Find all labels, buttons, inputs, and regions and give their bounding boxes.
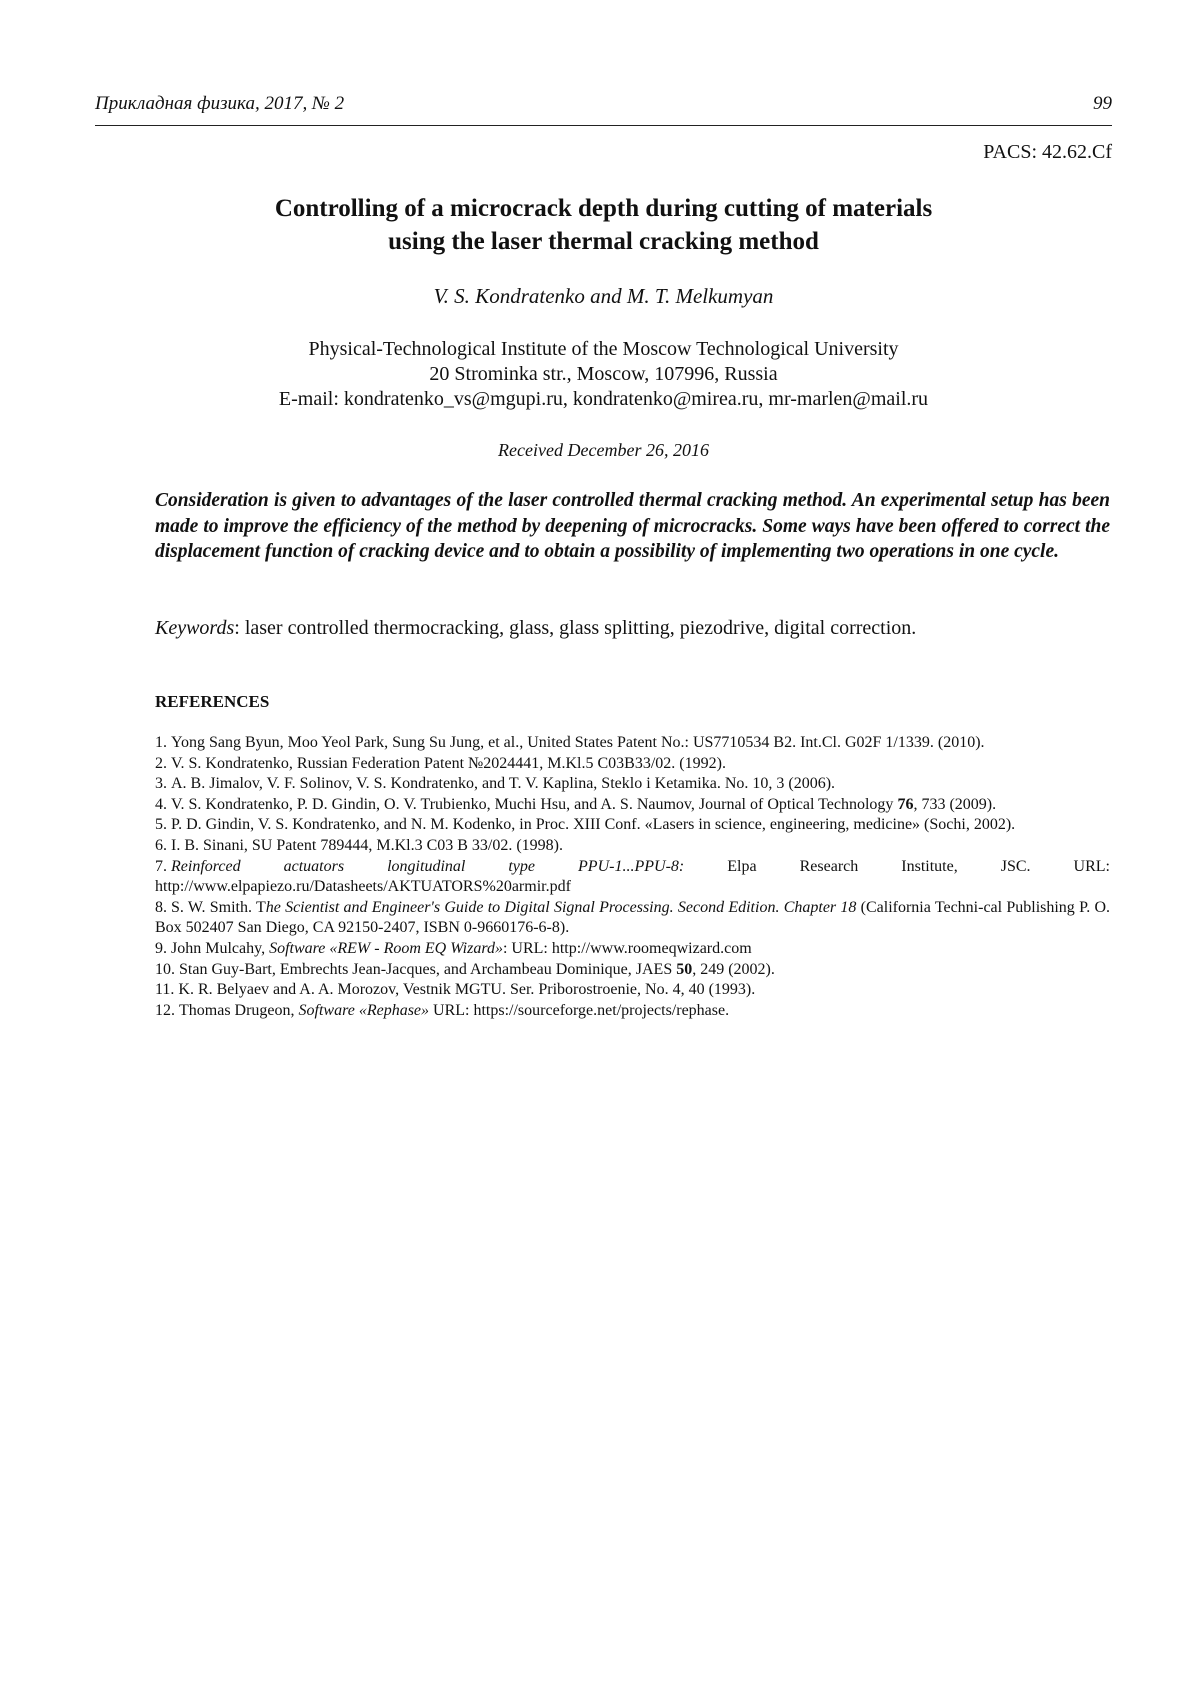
pacs-code: PACS: 42.62.Cf bbox=[983, 141, 1112, 163]
header-divider bbox=[95, 125, 1112, 126]
keywords bbox=[155, 616, 1110, 640]
references-heading: REFERENCES bbox=[155, 692, 270, 711]
reference-item: 11. K. R. Belyaev and A. A. Morozov, Vestnik MGTU. Ser. Priborostroenie, No. 4, 40 (1993). bbox=[155, 981, 756, 999]
reference-item: 5. P. D. Gindin, V. S. Kondratenko, and N. M. Kodenko, in Proc. XIII Conf. «Lasers in science, engineering, medicine» (Sochi, 2002). bbox=[155, 816, 1016, 834]
title-line-2: using the laser thermal cracking method bbox=[388, 228, 819, 255]
affiliation bbox=[95, 337, 1112, 412]
reference-item: 7. Reinforced actuators longitudinal type PPU-1...PPU-8: Elpa Research Institute, JSC. URL: bbox=[155, 857, 1111, 875]
authors: V. S. Kondratenko and M. T. Melkumyan bbox=[433, 284, 774, 308]
keywords-label: Keywords bbox=[155, 617, 235, 639]
title-line-1: Controlling of a microcrack depth during cutting of materials bbox=[274, 195, 933, 222]
abstract: Consideration is given to advantages of the laser controlled thermal cracking method. An experimental setup has been made to improve the efficiency of the method by deepening of microcracks. Some ways have been offered to correct the displacement function of cracking device and to obtain a possibility of implementing two operations in one cycle. bbox=[155, 490, 1110, 562]
reference-item: 3. A. B. Jimalov, V. F. Solinov, V. S. Kondratenko, and T. V. Kaplina, Steklo i Ketamika. No. 10, 3 (2006). bbox=[155, 775, 836, 793]
keywords-text: : laser controlled thermocracking, glass, glass splitting, piezodrive, digital correction. bbox=[234, 617, 917, 639]
reference-item: 10. Stan Guy-Bart, Embrechts Jean-Jacques, and Archambeau Dominique, JAES 50, 249 (2002). bbox=[155, 960, 775, 978]
reference-item: 1. Yong Sang Byun, Moo Yeol Park, Sung Su Jung, et al., United States Patent No.: US7710534 B2. Int.Cl. G02F 1/1339. (2010). bbox=[155, 734, 985, 751]
reference-item-continued[interactable]: http://www.elpapiezo.ru/Datasheets/AKTUATORS%20armir.pdf bbox=[155, 878, 571, 896]
reference-item: 6. I. B. Sinani, SU Patent 789444, M.Kl.3 C03 B 33/02. (1998). bbox=[155, 836, 564, 854]
page-number: 99 bbox=[1093, 93, 1112, 114]
journal-name: Прикладная физика, 2017, № 2 bbox=[95, 93, 345, 114]
received-date: Received December 26, 2016 bbox=[498, 440, 709, 460]
reference-item: 4. V. S. Kondratenko, P. D. Gindin, O. V. Trubienko, Muchi Hsu, and A. S. Naumov, Journal of Optical Technology 76, 733 (2009). bbox=[155, 795, 997, 813]
reference-item: 8. S. W. Smith. The Scientist and Engineer's Guide to Digital Signal Processing. Second Edition. Chapter 18 (California Techni-cal Publishing P. O. Box 502407 San Diego, CA 92150-2407, ISBN 0-9660176-6-8). bbox=[155, 898, 1110, 937]
institute: Physical-Technological Institute of the Moscow Technological University bbox=[308, 338, 899, 360]
paper-title bbox=[95, 192, 1112, 258]
references-list bbox=[155, 733, 1110, 1021]
reference-item: 9. John Mulcahy, Software «REW - Room EQ Wizard»: URL: http://www.roomeqwizard.com bbox=[155, 939, 752, 957]
address: 20 Strominka str., Moscow, 107996, Russia bbox=[429, 363, 778, 385]
reference-item: 12. Thomas Drugeon, Software «Rephase» URL: https://sourceforge.net/projects/rephase. bbox=[155, 1001, 730, 1019]
email: E-mail: kondratenko_vs@mgupi.ru, kondratenko@mirea.ru, mr-marlen@mail.ru bbox=[278, 388, 929, 410]
reference-item: 2. V. S. Kondratenko, Russian Federation Patent №2024441, M.Kl.5 C03B33/02. (1992). bbox=[155, 754, 726, 772]
paper-page bbox=[95, 0, 1112, 1698]
